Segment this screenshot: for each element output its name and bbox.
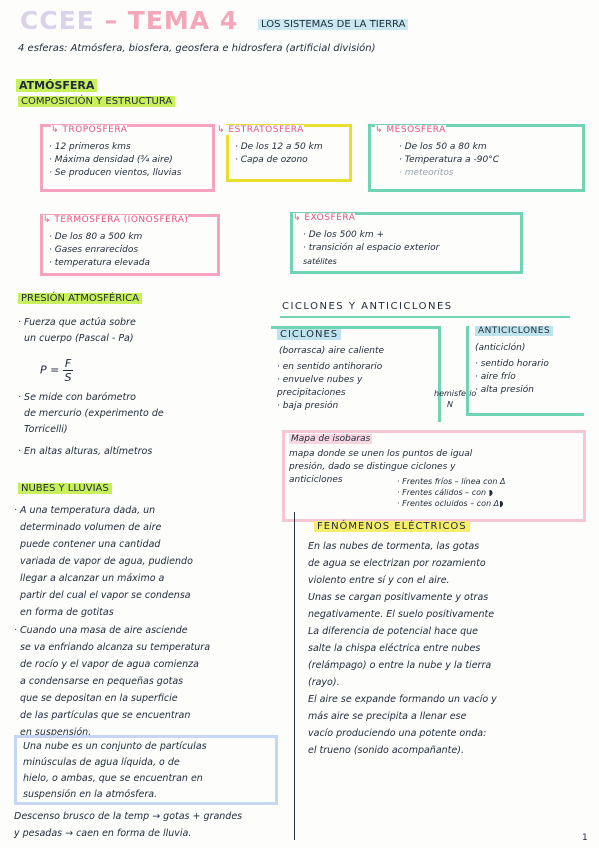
ciclones-heading: CICLONES Y ANTICICLONES: [282, 301, 453, 312]
list-item: · Se producen vientos, lluvias: [49, 168, 182, 178]
list-item: · De los 80 a 500 km: [49, 232, 143, 242]
ciclones-sub: (borrasca) aire caliente: [279, 346, 385, 356]
page-title: [20, 6, 238, 35]
list-item: · alta presión: [475, 385, 534, 395]
nube-definition: Una nube es un conjunto de partículas minúsculas de agua líquida, o de hielo, o ambas, que se encuentran en suspensión en la atmósfera.: [23, 741, 207, 800]
ciclones-title: CICLONES: [277, 328, 341, 342]
nubes-footer: Descenso brusco de la temp → gotas + grandes y pesadas → caen en forma de lluvia.: [14, 811, 243, 839]
title-ccee: CCEE: [20, 6, 95, 35]
anticiclones-list: [475, 358, 549, 397]
list-item: · Temperatura a -90°C: [399, 155, 500, 165]
exosfera-list: [303, 229, 439, 268]
mesosfera-box: [368, 124, 585, 192]
page-number: 1: [582, 833, 588, 843]
list-item: · meteoritos: [399, 168, 454, 178]
list-item: · De los 500 km +: [303, 230, 385, 240]
list-item: · aire frío: [475, 372, 516, 382]
termosfera-title: ↳ TERMOSFERA (IONOSFERA): [43, 215, 189, 225]
list-item: · Frentes cálidos – con ◗: [397, 488, 493, 497]
presion-text-2: · Se mide con barómetro de mercurio (experimento de Torricelli): [18, 392, 164, 435]
mesosfera-list: [399, 141, 499, 180]
fenomenos-text: En las nubes de tormenta, las gotas de agua se electrizan por rozamiento violento entre sí y con el aire. Unas se cargan positivamente y otras negativamente. El suelo positivamente La diferencia de potencial hace que salte la chispa eléctrica entre nubes (relámpago) o entre la nube y la tierra (rayo). El aire se expande formando un vacío y más aire se precipita a llenar ese vacío produciendo una potente onda: el trueno (sonido acompañante).: [308, 541, 497, 756]
list-item: · Capa de ozono: [235, 155, 308, 165]
column-divider: [294, 512, 295, 840]
anticiclones-title: ANTICICLONES: [475, 325, 553, 338]
anticiclones-sub: (anticiclón): [475, 343, 526, 353]
nube-definition-box: [14, 735, 278, 805]
isobaras-text: mapa donde se unen los puntos de igual presión, dado se distingue ciclones y anticiclones: [289, 449, 473, 485]
list-item: · temperatura elevada: [49, 258, 150, 268]
estratosfera-box: [217, 124, 352, 182]
nubes-paragraph-2: · Cuando una masa de aire asciende se va enfriando alcanza su temperatura de rocío y el vapor de agua comienza a condensarse en pequeñas gotas que se depositan en la superficie de las partículas que se encuentran en suspensión.: [14, 625, 211, 738]
presion-text-1: · Fuerza que actúa sobre un cuerpo (Pascal - Pa): [18, 317, 136, 344]
isobaras-box: [282, 430, 586, 522]
exosfera-box: [290, 212, 523, 274]
troposfera-box: [40, 124, 215, 192]
ciclones-list: [277, 361, 387, 413]
list-item: · sentido horario: [475, 359, 549, 369]
list-item: · Gases enrarecidos: [49, 245, 139, 255]
presion-text-3: · En altas alturas, altímetros: [18, 446, 153, 457]
nubes-paragraph-1: · A una temperatura dada, un determinado volumen de aire puede contener una cantidad variada de vapor de agua, pudiendo llegar a alcanzar un máximo a partir del cual el vapor se condensa en forma de gotitas: [14, 505, 193, 618]
estratosfera-title: ↳ ESTRATOSFERA: [217, 125, 304, 135]
isobaras-title: Mapa de isobaras: [291, 434, 371, 444]
ciclones-box: [271, 326, 441, 422]
list-item: · 12 primeros kms: [49, 142, 131, 152]
fenomenos-heading: FENÓMENOS ELÉCTRICOS: [314, 520, 470, 534]
list-item: · envuelve nubes y precipitaciones: [277, 375, 363, 398]
composicion-heading: COMPOSICIÓN Y ESTRUCTURA: [18, 95, 175, 109]
title-tema: – TEMA 4: [104, 6, 239, 35]
presion-heading: PRESIÓN ATMOSFÉRICA: [18, 292, 142, 306]
hemisferio-label: hemisferio N: [434, 389, 477, 409]
nubes-heading: NUBES Y LLUVIAS: [18, 482, 112, 496]
list-item: · Frentes fríos – línea con Δ: [397, 477, 506, 486]
termosfera-box: [40, 214, 220, 276]
anticiclones-box: [466, 326, 584, 416]
subtitle: LOS SISTEMAS DE LA TIERRA: [258, 12, 408, 31]
frentes-list: [397, 476, 505, 509]
intro-line: 4 esferas: Atmósfera, biosfera, geosfera e hidrosfera (artificial división): [18, 43, 376, 54]
list-item: · Frentes ocluidos – con Δ◗: [397, 499, 504, 508]
list-item: · De los 12 a 50 km: [235, 142, 323, 152]
mesosfera-title: ↳ MESOSFERA: [375, 125, 446, 135]
estratosfera-list: [235, 141, 323, 167]
list-item: · transición al espacio exterior: [303, 243, 440, 253]
atmosfera-heading: ATMÓSFERA: [16, 78, 97, 93]
list-item: · Máxima densidad (¾ aire): [49, 155, 173, 165]
troposfera-title: ↳ TROPOSFERA: [51, 125, 128, 135]
list-item: · en sentido antihorario: [277, 362, 383, 372]
heading-underline: [280, 316, 570, 318]
exosfera-title: ↳ EXOSFERA: [293, 213, 356, 223]
list-item: · baja presión: [277, 401, 339, 411]
pressure-formula: P = $\frac{F}{S}$: [40, 357, 72, 384]
troposfera-list: [49, 141, 181, 180]
termosfera-list: [49, 231, 150, 270]
list-item: satélites: [303, 257, 337, 266]
list-item: · De los 50 a 80 km: [399, 142, 487, 152]
